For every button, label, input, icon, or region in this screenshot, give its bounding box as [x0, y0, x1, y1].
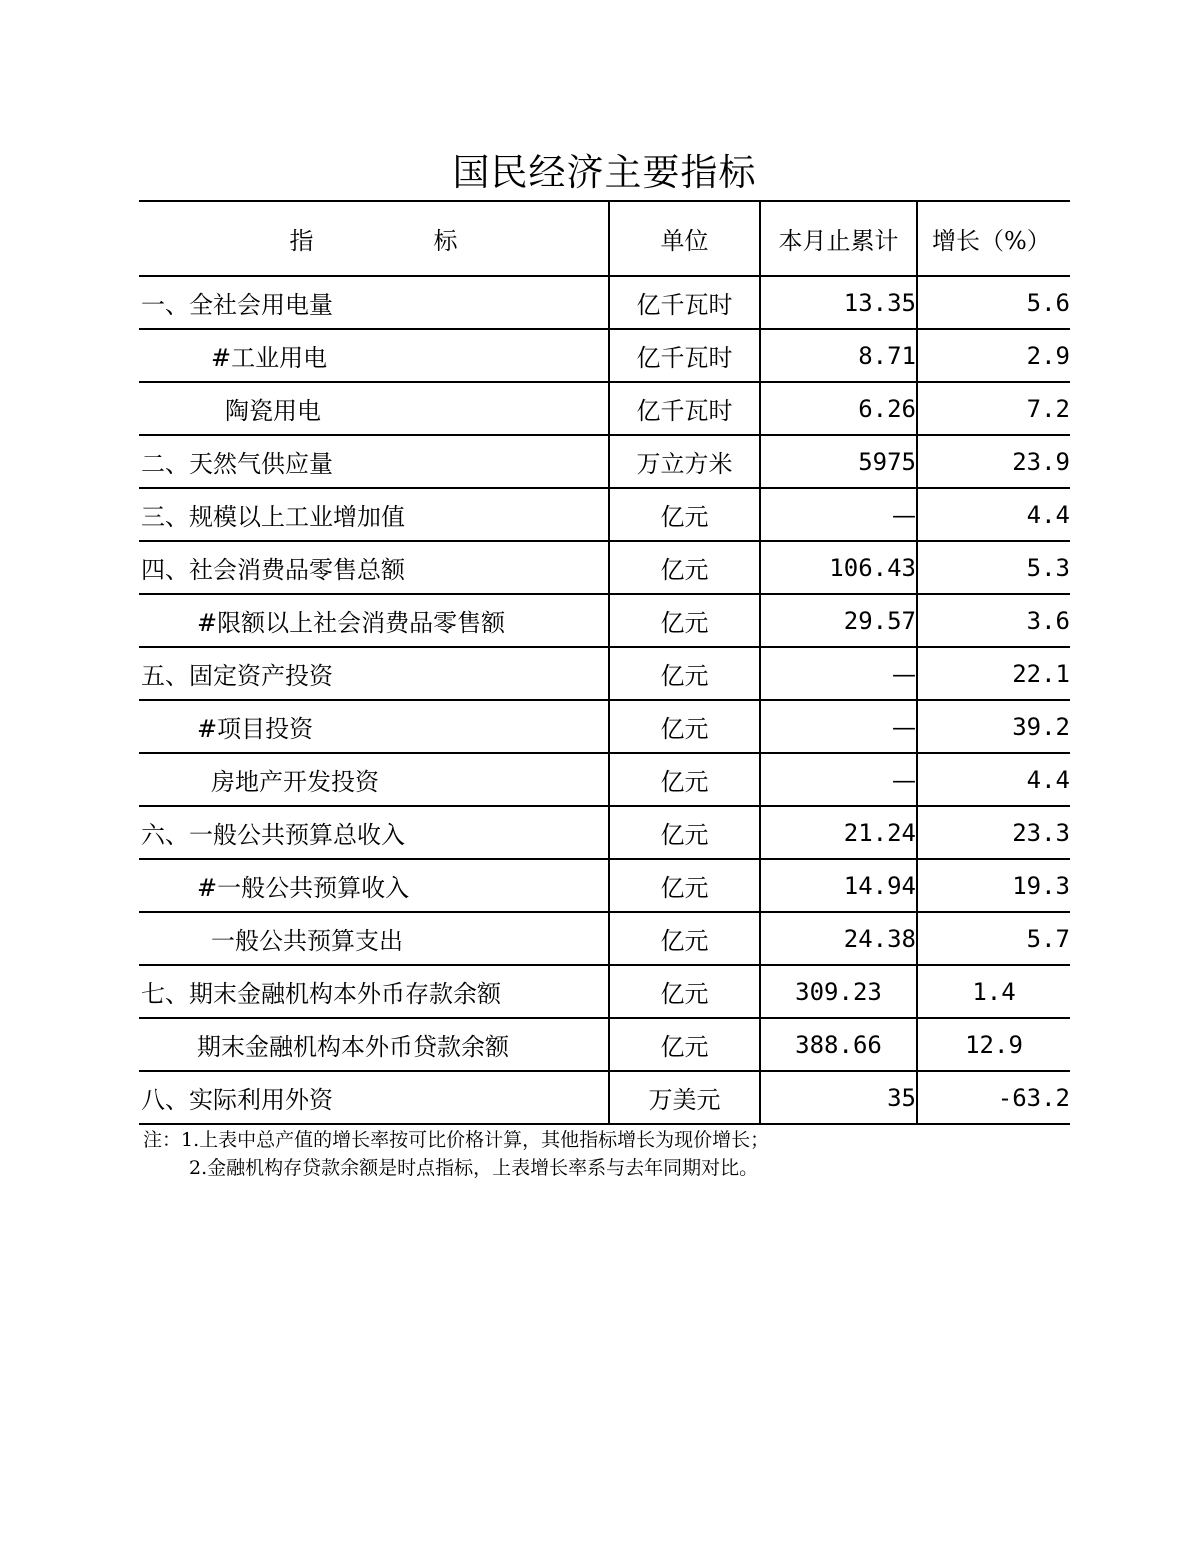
header-indicator-char-1: 指 [289, 227, 314, 255]
table-row [139, 806, 1070, 859]
row-growth: 12.9 [917, 1018, 1070, 1071]
header-cumulative: 本月止累计 [760, 201, 917, 276]
footnote-2: 2.金融机构存贷款余额是时点指标，上表增长率系与去年同期对比。 [189, 1157, 759, 1179]
table-row [139, 594, 1070, 647]
table-row [139, 1071, 1070, 1124]
row-cumulative: — [760, 753, 917, 806]
row-name: 二、天然气供应量 [139, 435, 609, 488]
table-row [139, 753, 1070, 806]
table-row [139, 382, 1070, 435]
row-cumulative: 35 [760, 1071, 917, 1124]
row-growth: 23.9 [917, 435, 1070, 488]
header-growth: 增长（%） [917, 201, 1070, 276]
table-row [139, 647, 1070, 700]
table-row [139, 541, 1070, 594]
row-cumulative: 388.66 [760, 1018, 917, 1071]
row-unit: 亿元 [609, 753, 760, 806]
row-unit: 亿千瓦时 [609, 382, 760, 435]
row-name: 一、全社会用电量 [139, 276, 609, 329]
row-name: 八、实际利用外资 [139, 1071, 609, 1124]
row-growth: 5.7 [917, 912, 1070, 965]
row-name: #项目投资 [139, 700, 609, 753]
row-cumulative: — [760, 647, 917, 700]
row-unit: 亿元 [609, 912, 760, 965]
row-cumulative: 309.23 [760, 965, 917, 1018]
row-name: 五、固定资产投资 [139, 647, 609, 700]
row-cumulative: 6.26 [760, 382, 917, 435]
row-name: #一般公共预算收入 [139, 859, 609, 912]
row-name: 七、期末金融机构本外币存款余额 [139, 965, 609, 1018]
table-row [139, 1018, 1070, 1071]
row-cumulative: 13.35 [760, 276, 917, 329]
row-cumulative: 14.94 [760, 859, 917, 912]
page-title: 国民经济主要指标 [452, 151, 757, 194]
row-growth: 5.6 [917, 276, 1070, 329]
row-growth: 2.9 [917, 329, 1070, 382]
row-growth: 1.4 [917, 965, 1070, 1018]
row-unit: 亿元 [609, 700, 760, 753]
row-cumulative: 29.57 [760, 594, 917, 647]
row-name: 期末金融机构本外币贷款余额 [139, 1018, 609, 1071]
row-unit: 亿千瓦时 [609, 329, 760, 382]
table-row [139, 435, 1070, 488]
row-name: 房地产开发投资 [139, 753, 609, 806]
row-name: #限额以上社会消费品零售额 [139, 594, 609, 647]
row-growth: 19.3 [917, 859, 1070, 912]
row-cumulative: 8.71 [760, 329, 917, 382]
row-name: 四、社会消费品零售总额 [139, 541, 609, 594]
row-growth: 5.3 [917, 541, 1070, 594]
row-unit: 亿元 [609, 1018, 760, 1071]
row-name: 三、规模以上工业增加值 [139, 488, 609, 541]
row-growth: 22.1 [917, 647, 1070, 700]
row-growth: -63.2 [917, 1071, 1070, 1124]
row-cumulative: 24.38 [760, 912, 917, 965]
row-unit: 亿元 [609, 594, 760, 647]
row-name: 六、一般公共预算总收入 [139, 806, 609, 859]
row-unit: 亿元 [609, 806, 760, 859]
row-name: 一般公共预算支出 [139, 912, 609, 965]
row-unit: 亿元 [609, 965, 760, 1018]
row-growth: 3.6 [917, 594, 1070, 647]
row-unit: 万美元 [609, 1071, 760, 1124]
table-row [139, 329, 1070, 382]
row-cumulative: — [760, 700, 917, 753]
row-growth: 23.3 [917, 806, 1070, 859]
row-unit: 亿元 [609, 647, 760, 700]
table-row [139, 859, 1070, 912]
table-row [139, 912, 1070, 965]
row-growth: 39.2 [917, 700, 1070, 753]
header-indicator [139, 201, 609, 276]
row-unit: 亿千瓦时 [609, 276, 760, 329]
row-growth: 4.4 [917, 753, 1070, 806]
table-row [139, 965, 1070, 1018]
row-name: 陶瓷用电 [139, 382, 609, 435]
footnote-1: 注：1.上表中总产值的增长率按可比价格计算，其他指标增长为现价增长； [143, 1129, 770, 1151]
table-row [139, 488, 1070, 541]
row-growth: 4.4 [917, 488, 1070, 541]
header-indicator-char-2: 标 [433, 227, 458, 255]
row-cumulative: 5975 [760, 435, 917, 488]
footnotes [143, 1126, 769, 1182]
row-unit: 亿元 [609, 859, 760, 912]
row-growth: 7.2 [917, 382, 1070, 435]
row-unit: 亿元 [609, 488, 760, 541]
table-row [139, 700, 1070, 753]
indicators-table [139, 200, 1070, 1125]
row-unit: 亿元 [609, 541, 760, 594]
row-cumulative: 106.43 [760, 541, 917, 594]
table-row [139, 276, 1070, 329]
row-name: #工业用电 [139, 329, 609, 382]
row-cumulative: — [760, 488, 917, 541]
row-unit: 万立方米 [609, 435, 760, 488]
table-header-row [139, 201, 1070, 276]
header-unit: 单位 [609, 201, 760, 276]
row-cumulative: 21.24 [760, 806, 917, 859]
